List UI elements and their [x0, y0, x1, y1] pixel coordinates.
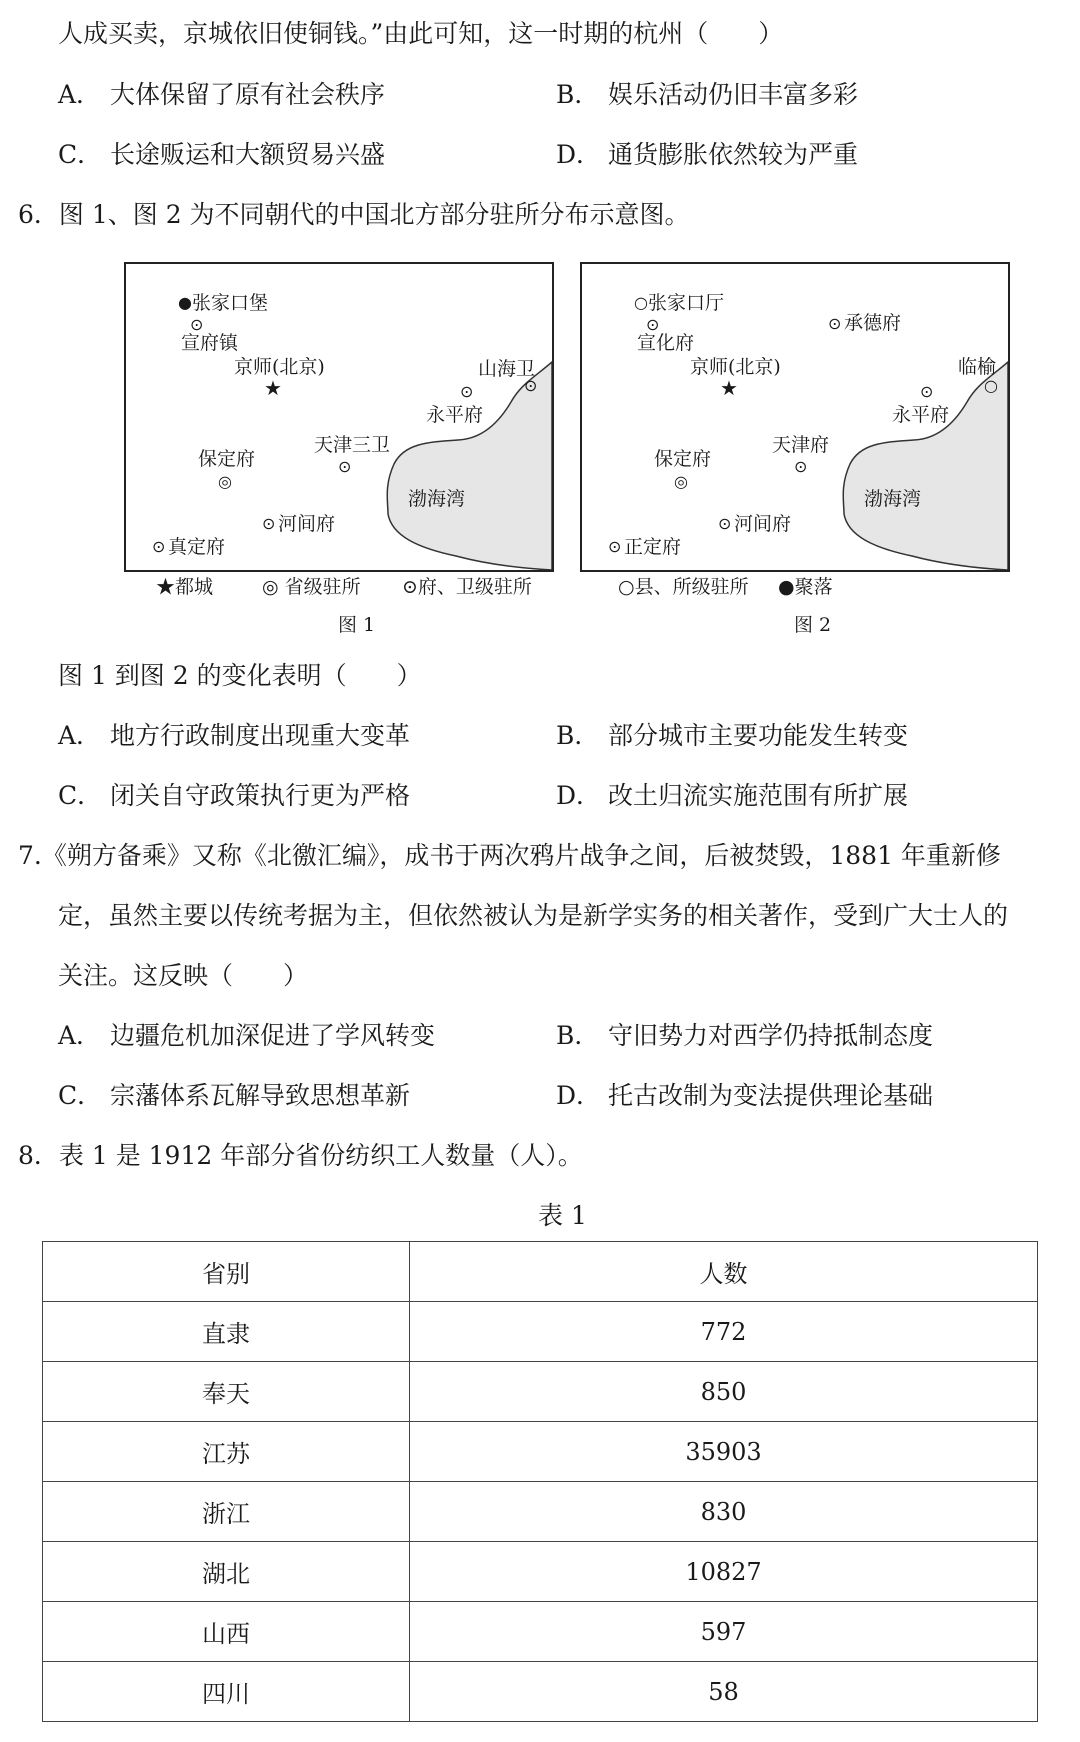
option-text: 部分城市主要功能发生转变: [608, 721, 909, 750]
table-row: [43, 1422, 1038, 1482]
option-key: B．: [556, 80, 600, 109]
option-key: B．: [556, 1021, 600, 1050]
map2-label-zhengding: 正定府: [624, 536, 682, 558]
option-text: 大体保留了原有社会秩序: [110, 80, 386, 109]
table-row: [43, 1482, 1038, 1542]
option-key: D．: [556, 781, 602, 810]
map2-caption: 图 2: [794, 614, 832, 636]
capital-star-icon: ★: [264, 376, 282, 400]
map2-label-zhangjiakou: 张家口厅: [648, 292, 725, 314]
q6-option-b[interactable]: [556, 720, 908, 752]
map-figure-2: [580, 262, 1010, 572]
table-row: [43, 1542, 1038, 1602]
prefecture-station-icon: ⊙: [190, 315, 204, 334]
prefecture-station-icon: ⊙: [794, 457, 808, 476]
q6-question: 图 1 到图 2 的变化表明（ ）: [58, 661, 422, 690]
q7-option-a[interactable]: [58, 1020, 435, 1052]
prefecture-station-icon: ⊙: [718, 514, 732, 533]
map1-legend-provincial: ◎ 省级驻所: [262, 576, 361, 598]
q6-option-d[interactable]: [556, 780, 908, 812]
cell-province: 奉天: [43, 1362, 410, 1422]
prefecture-station-icon: ⊙: [608, 537, 622, 556]
option-text: 通货膨胀依然较为严重: [608, 140, 859, 169]
map2-label-baoding: 保定府: [654, 448, 712, 470]
option-key: D．: [556, 140, 602, 169]
map2-label-xuanhua: 宣化府: [637, 332, 695, 354]
option-text: 守旧势力对西学仍持抵制态度: [608, 1021, 934, 1050]
map1-label-zhending: 真定府: [168, 536, 226, 558]
map2-label-tianjin: 天津府: [772, 434, 830, 456]
cell-province: 湖北: [43, 1542, 410, 1602]
map1-caption: 图 1: [338, 614, 376, 636]
cell-count: 35903: [410, 1422, 1038, 1482]
option-key: C．: [58, 140, 103, 169]
map1-label-xuanfu: 宣府镇: [181, 332, 239, 354]
option-text: 长途贩运和大额贸易兴盛: [110, 140, 386, 169]
q7-stem-line-3: 关注。这反映（ ）: [58, 961, 309, 990]
prefecture-station-icon: ⊙: [262, 514, 276, 533]
prefecture-station-icon: ⊙: [460, 382, 474, 401]
provincial-station-icon: ◎: [218, 472, 232, 491]
cell-count: 597: [410, 1602, 1038, 1662]
q7-option-d[interactable]: [556, 1080, 933, 1112]
prefecture-station-icon: ⊙: [828, 314, 842, 333]
settlement-dot-icon: ●: [178, 293, 192, 312]
map1-label-zhangjiakou: 张家口堡: [192, 292, 269, 314]
map2-label-hejian: 河间府: [734, 513, 792, 535]
q5-option-b[interactable]: [556, 79, 858, 111]
table-row: [43, 1662, 1038, 1722]
option-key: C．: [58, 1081, 103, 1110]
table-row: [43, 1302, 1038, 1362]
map2-legend-settlement: ●聚落: [778, 576, 833, 598]
q6-stem: 6．图 1、图 2 为不同朝代的中国北方部分驻所分布示意图。: [18, 200, 690, 229]
provincial-station-icon: ◎: [674, 472, 688, 491]
cell-count: 850: [410, 1362, 1038, 1422]
cell-province: 直隶: [43, 1302, 410, 1362]
option-key: A．: [58, 80, 102, 109]
map1-label-bohai: 渤海湾: [408, 488, 466, 510]
capital-star-icon: ★: [720, 376, 738, 400]
cell-province: 浙江: [43, 1482, 410, 1542]
county-station-icon: ○: [984, 376, 998, 395]
table-header-row: [43, 1242, 1038, 1302]
map1-legend-prefecture: ⊙府、卫级驻所: [402, 576, 532, 598]
prefecture-station-icon: ⊙: [646, 315, 660, 334]
textile-workers-table: [42, 1241, 1038, 1722]
option-text: 托古改制为变法提供理论基础: [608, 1081, 934, 1110]
map1-label-tianjin: 天津三卫: [314, 434, 391, 456]
q6-option-a[interactable]: [58, 720, 410, 752]
option-text: 改土归流实施范围有所扩展: [608, 781, 909, 810]
map1-label-jingshi: 京师(北京): [234, 356, 325, 378]
q7-option-c[interactable]: [58, 1080, 410, 1112]
county-station-icon: ○: [634, 293, 648, 312]
option-key: A．: [58, 1021, 102, 1050]
option-text: 宗藩体系瓦解导致思想革新: [110, 1081, 411, 1110]
option-key: D．: [556, 1081, 602, 1110]
prefecture-station-icon: ⊙: [920, 382, 934, 401]
q7-stem-line-1: 7.《朔方备乘》又称《北徼汇编》，成书于两次鸦片战争之间，后被焚毁，1881 年重新修: [18, 841, 1001, 870]
prefecture-station-icon: ⊙: [524, 376, 538, 395]
map1-label-hejian: 河间府: [278, 513, 336, 535]
cell-count: 830: [410, 1482, 1038, 1542]
map2-label-bohai: 渤海湾: [864, 488, 922, 510]
table-row: [43, 1602, 1038, 1662]
q7-option-b[interactable]: [556, 1020, 933, 1052]
q5-option-a[interactable]: [58, 79, 385, 111]
prefecture-station-icon: ⊙: [338, 457, 352, 476]
cell-count: 58: [410, 1662, 1038, 1722]
option-text: 边疆危机加深促进了学风转变: [110, 1021, 436, 1050]
map1-label-yongping: 永平府: [426, 404, 484, 426]
q5-option-d[interactable]: [556, 139, 858, 171]
cell-province: 四川: [43, 1662, 410, 1722]
map1-label-baoding: 保定府: [198, 448, 256, 470]
q6-option-c[interactable]: [58, 780, 410, 812]
map2-label-jingshi: 京师(北京): [690, 356, 781, 378]
q5-option-c[interactable]: [58, 139, 385, 171]
option-text: 闭关自守政策执行更为严格: [110, 781, 411, 810]
map1-legend-capital: ★都城: [156, 576, 214, 598]
cell-province: 江苏: [43, 1422, 410, 1482]
map2-label-linyu: 临榆: [958, 356, 997, 378]
map1-label-shanhai: 山海卫: [478, 358, 536, 380]
cell-province: 山西: [43, 1602, 410, 1662]
option-key: B．: [556, 721, 600, 750]
option-key: C．: [58, 781, 103, 810]
header-province: 省别: [43, 1242, 410, 1302]
cell-count: 772: [410, 1302, 1038, 1362]
cell-count: 10827: [410, 1542, 1038, 1602]
q5-stem-tail: 人成买卖，京城依旧使铜钱。”由此可知，这一时期的杭州（ ）: [58, 19, 784, 48]
table-row: [43, 1362, 1038, 1422]
map-figure-1: [124, 262, 554, 572]
q8-stem: 8．表 1 是 1912 年部分省份纺织工人数量（人）。: [18, 1141, 583, 1170]
option-text: 娱乐活动仍旧丰富多彩: [608, 80, 859, 109]
prefecture-station-icon: ⊙: [152, 537, 166, 556]
table-caption: 表 1: [538, 1201, 587, 1230]
header-count: 人数: [410, 1242, 1038, 1302]
map2-label-yongping: 永平府: [892, 404, 950, 426]
q7-stem-line-2: 定，虽然主要以传统考据为主，但依然被认为是新学实务的相关著作，受到广大士人的: [58, 901, 1009, 930]
option-key: A．: [58, 721, 102, 750]
map2-label-chengde: 承德府: [844, 312, 902, 334]
option-text: 地方行政制度出现重大变革: [110, 721, 411, 750]
map2-legend-county: ○县、所级驻所: [618, 576, 749, 598]
